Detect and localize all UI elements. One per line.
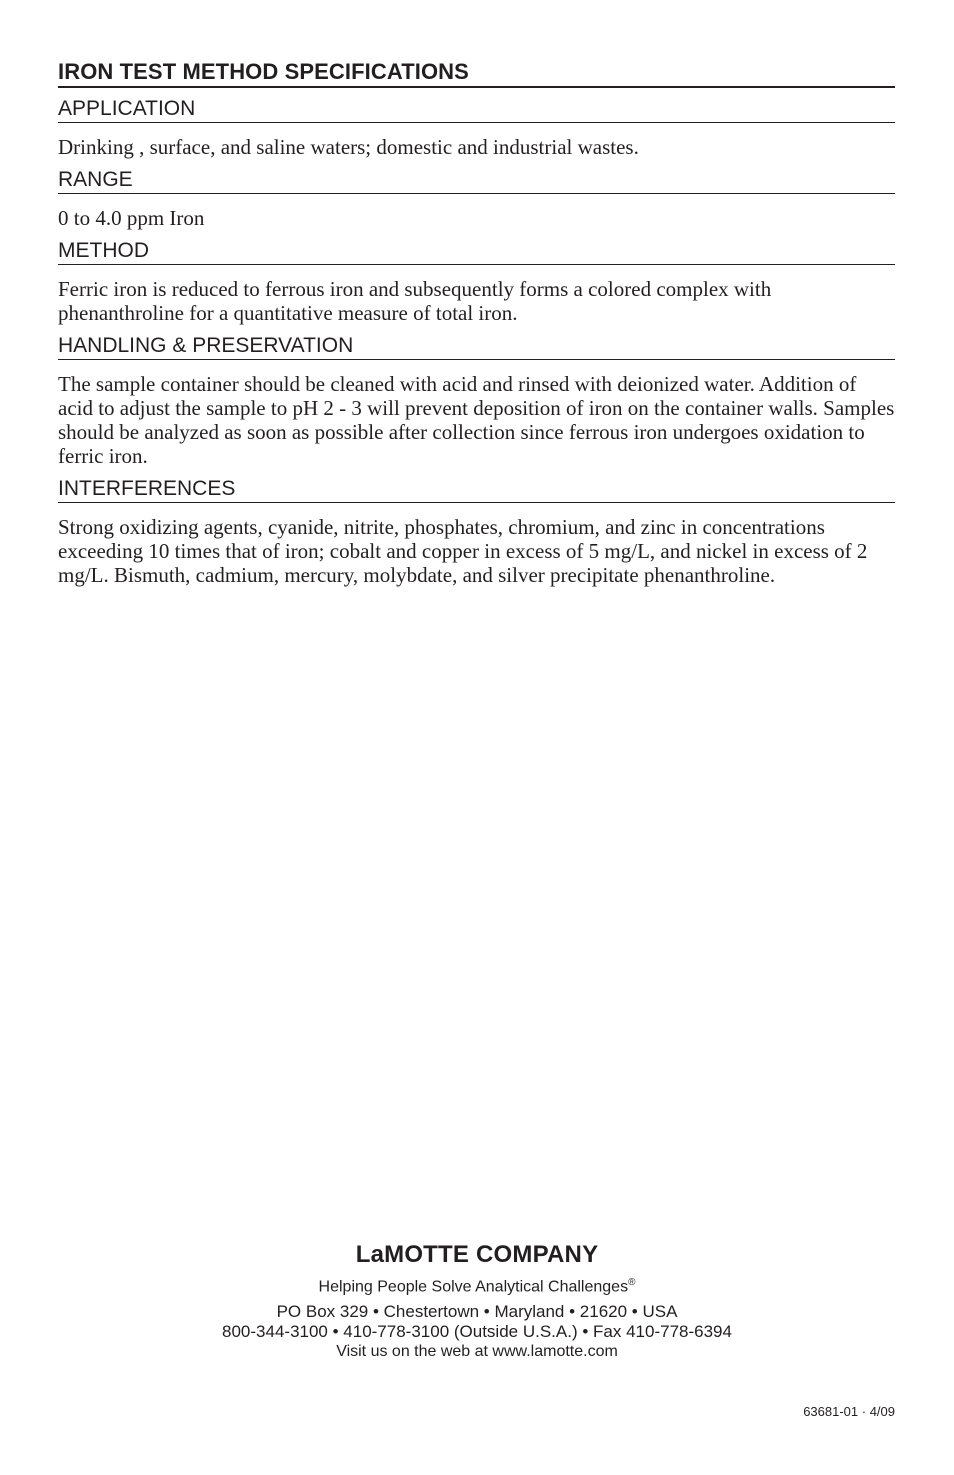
page-title: IRON TEST METHOD SPECIFICATIONS [58,58,895,88]
spec-page [58,58,895,587]
section-handling-preservation [58,333,895,468]
document-code: 63681-01 · 4/09 [803,1404,895,1419]
company-name: LaMOTTE COMPANY [355,1241,599,1268]
company-footer [0,1240,954,1362]
section-body: Strong oxidizing agents, cyanide, nitrite, phosphates, chromium, and zinc in concentrations exceeding 10 times that of iron; cobalt and copper in excess of 5 mg/L, and nickel in excess of 2 mg/L. Bismuth, cadmium, mercury, molybdate, and silver precipitate phenanthroline. [58,515,868,587]
section-heading: RANGE [58,167,895,194]
section-body: 0 to 4.0 ppm Iron [58,206,205,230]
section-heading: HANDLING & PRESERVATION [58,333,895,360]
company-phones: 800-344-3100 • 410-778-3100 (Outside U.S.A.) • Fax 410-778-6394 [222,1322,732,1342]
company-website: Visit us on the web at www.lamotte.com [336,1343,618,1361]
company-address: PO Box 329 • Chestertown • Maryland • 21620 • USA [276,1302,678,1322]
section-method [58,238,895,325]
section-heading: APPLICATION [58,96,895,123]
section-heading: INTERFERENCES [58,476,895,503]
tagline-text: Helping People Solve Analytical Challenges [318,1278,629,1296]
section-body: Drinking , surface, and saline waters; domestic and industrial wastes. [58,135,639,159]
section-application [58,96,895,159]
section-body: Ferric iron is reduced to ferrous iron and subsequently forms a colored complex with phenanthroline for a quantitative measure of total iron. [58,277,772,325]
company-tagline [0,1273,954,1297]
section-body: The sample container should be cleaned with acid and rinsed with deionized water. Addition of acid to adjust the sample to pH 2 - 3 will prevent deposition of iron on the container walls. Samples should be analyzed as soon as possible after collection since ferrous iron undergoes oxidation to ferric iron. [58,372,895,468]
registered-mark: ® [628,1277,636,1288]
section-interferences [58,476,895,587]
section-heading: METHOD [58,238,895,265]
section-range [58,167,895,230]
